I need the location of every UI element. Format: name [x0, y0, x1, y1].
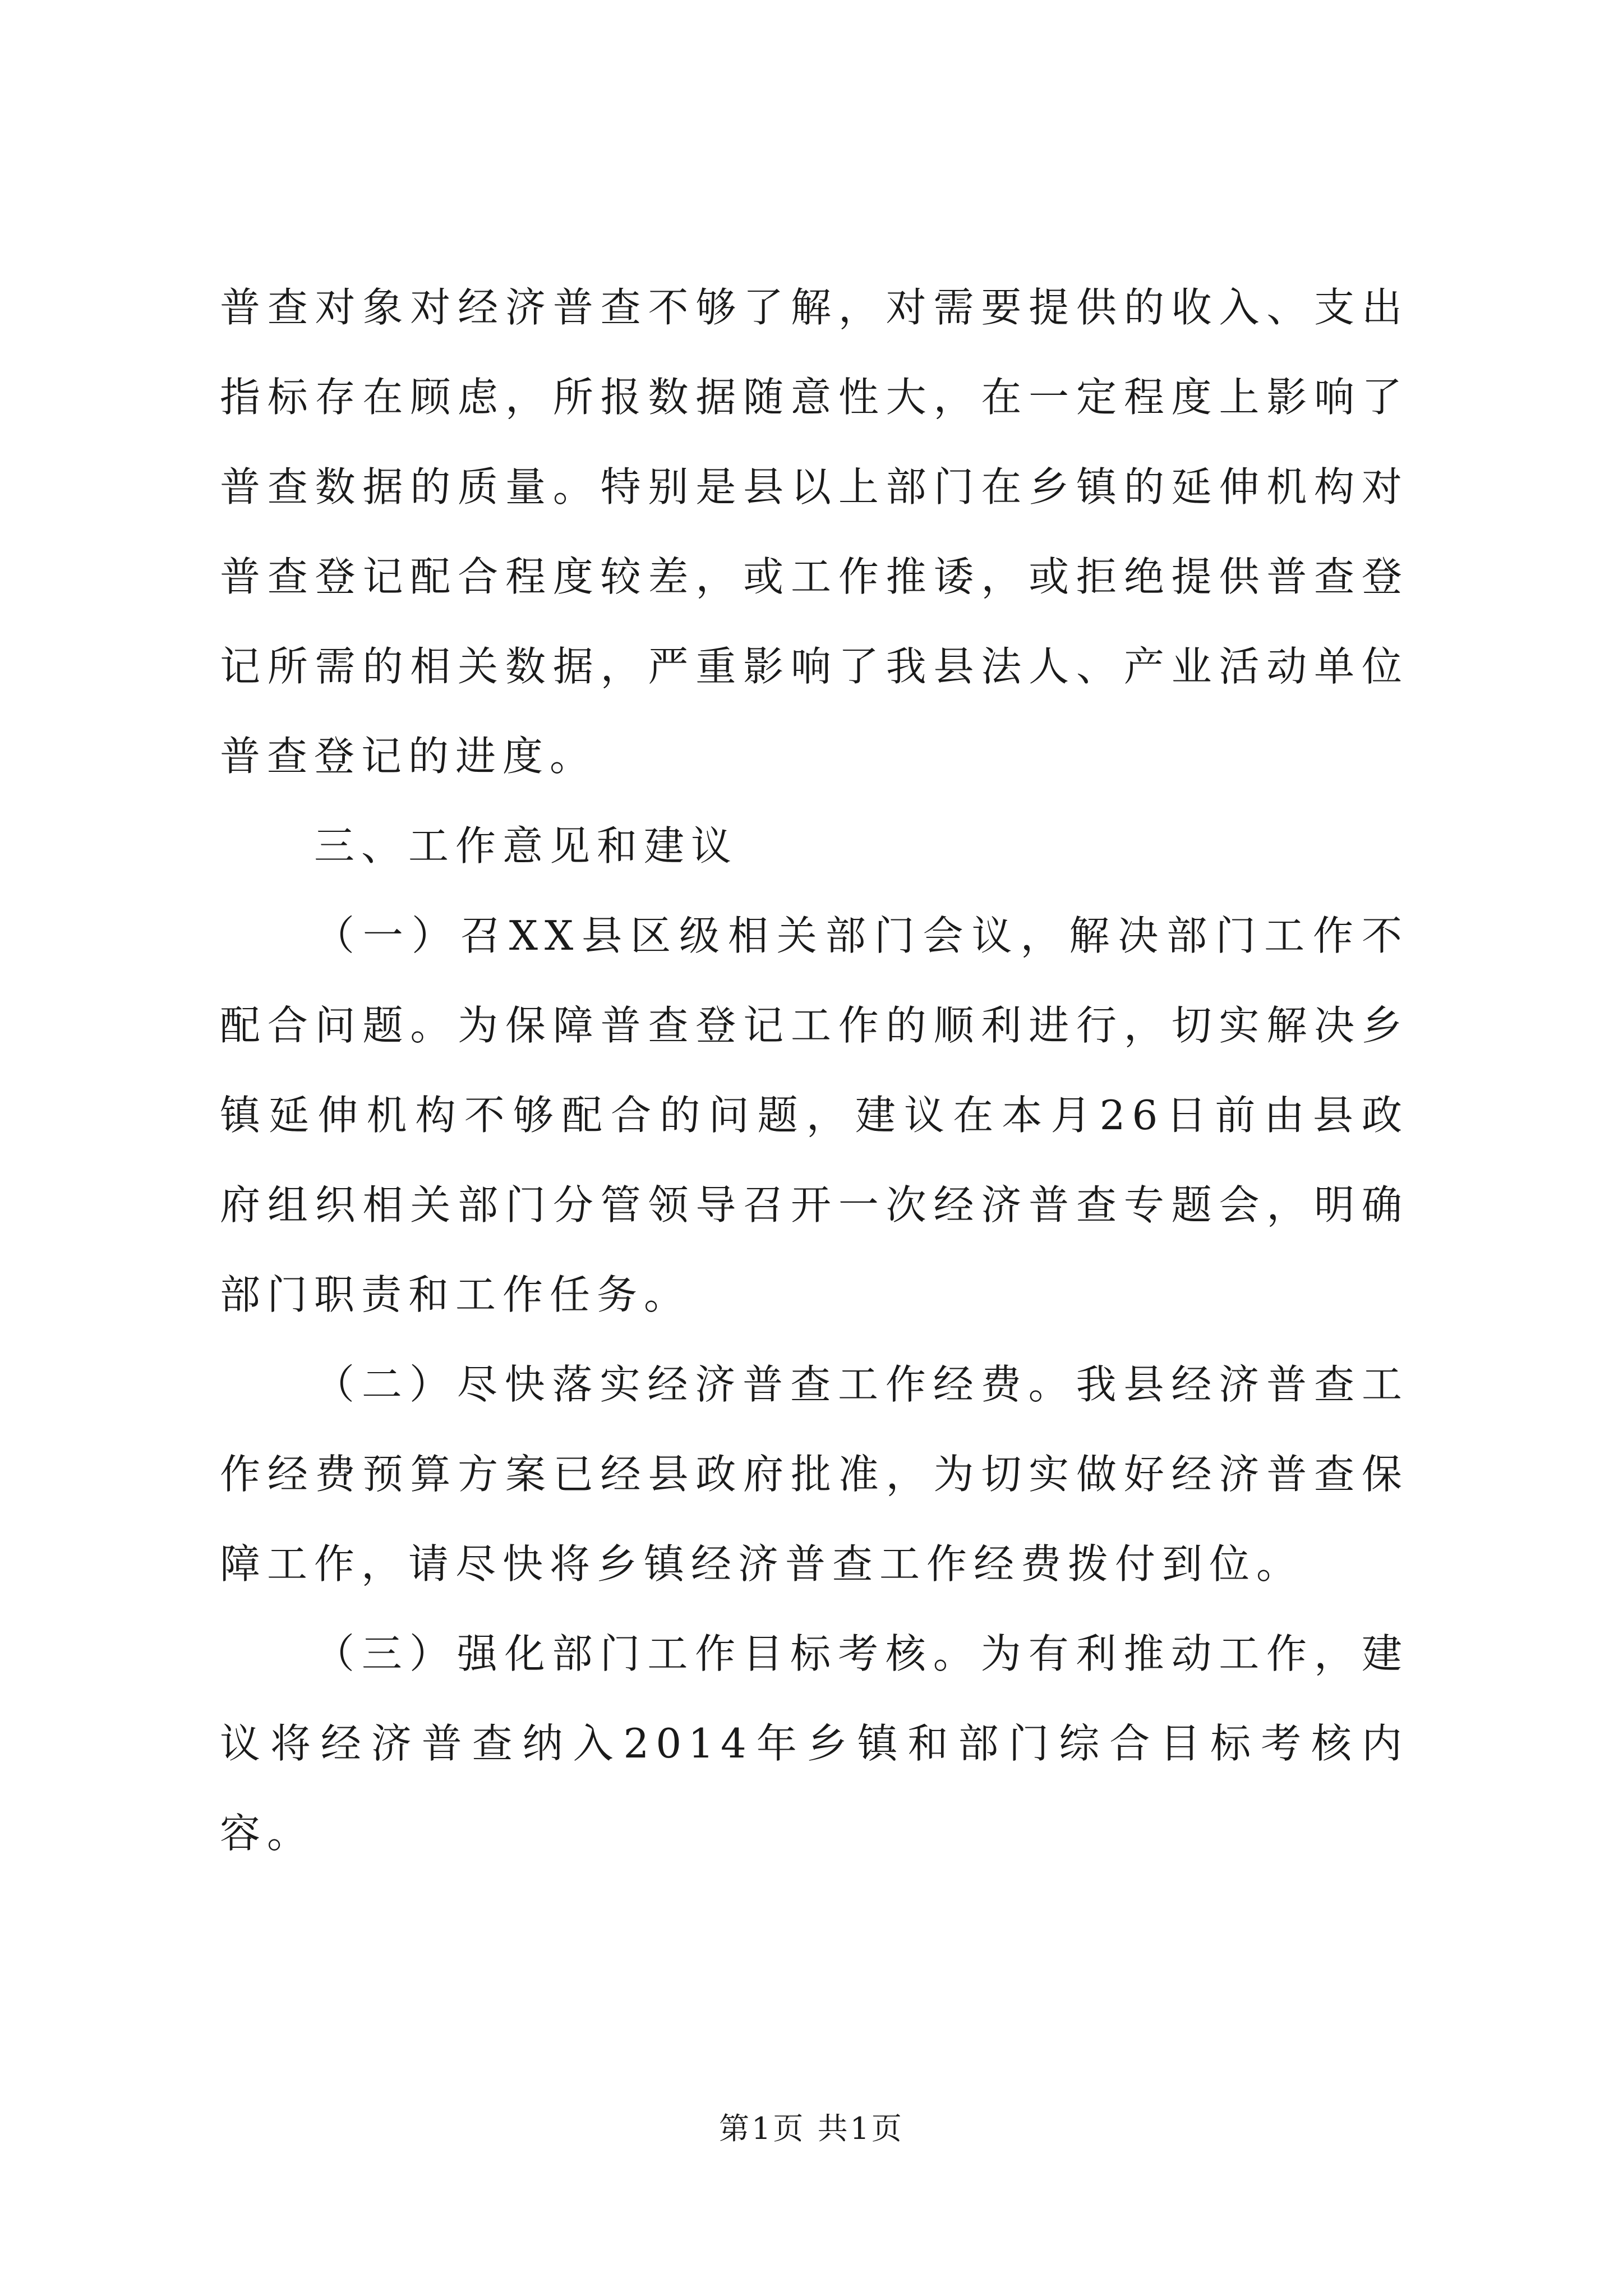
section-heading: 三、工作意见和建议	[314, 822, 739, 869]
paragraph-suggestion-3: （三）强化部门工作目标考核。为有利推动工作，建议将经济普查纳入2014年乡镇和部门综合目标考核内容。	[220, 1630, 1409, 1857]
page-footer: 第1页 共1页	[719, 2111, 904, 2146]
document-body	[220, 263, 1409, 1878]
paragraph-suggestion-2: （二）尽快落实经济普查工作经费。我县经济普查工作经费预算方案已经县政府批准，为切实做好经济普查保障工作，请尽快将乡镇经济普查工作经费拨付到位。	[220, 1361, 1409, 1588]
paragraph-continuation: 普查对象对经济普查不够了解，对需要提供的收入、支出指标存在顾虑，所报数据随意性大，在一定程度上影响了普查数据的质量。特别是县以上部门在乡镇的延伸机构对普查登记配合程度较差，或工作推诿，或拒绝提供普查登记所需的相关数据，严重影响了我县法人、产业活动单位普查登记的进度。	[220, 284, 1409, 780]
paragraph-suggestion-1: （一）召XX县区级相关部门会议，解决部门工作不配合问题。为保障普查登记工作的顺利进行，切实解决乡镇延伸机构不够配合的问题，建议在本月26日前由县政府组织相关部门分管领导召开一次经济普查专题会，明确部门职责和工作任务。	[220, 912, 1409, 1318]
